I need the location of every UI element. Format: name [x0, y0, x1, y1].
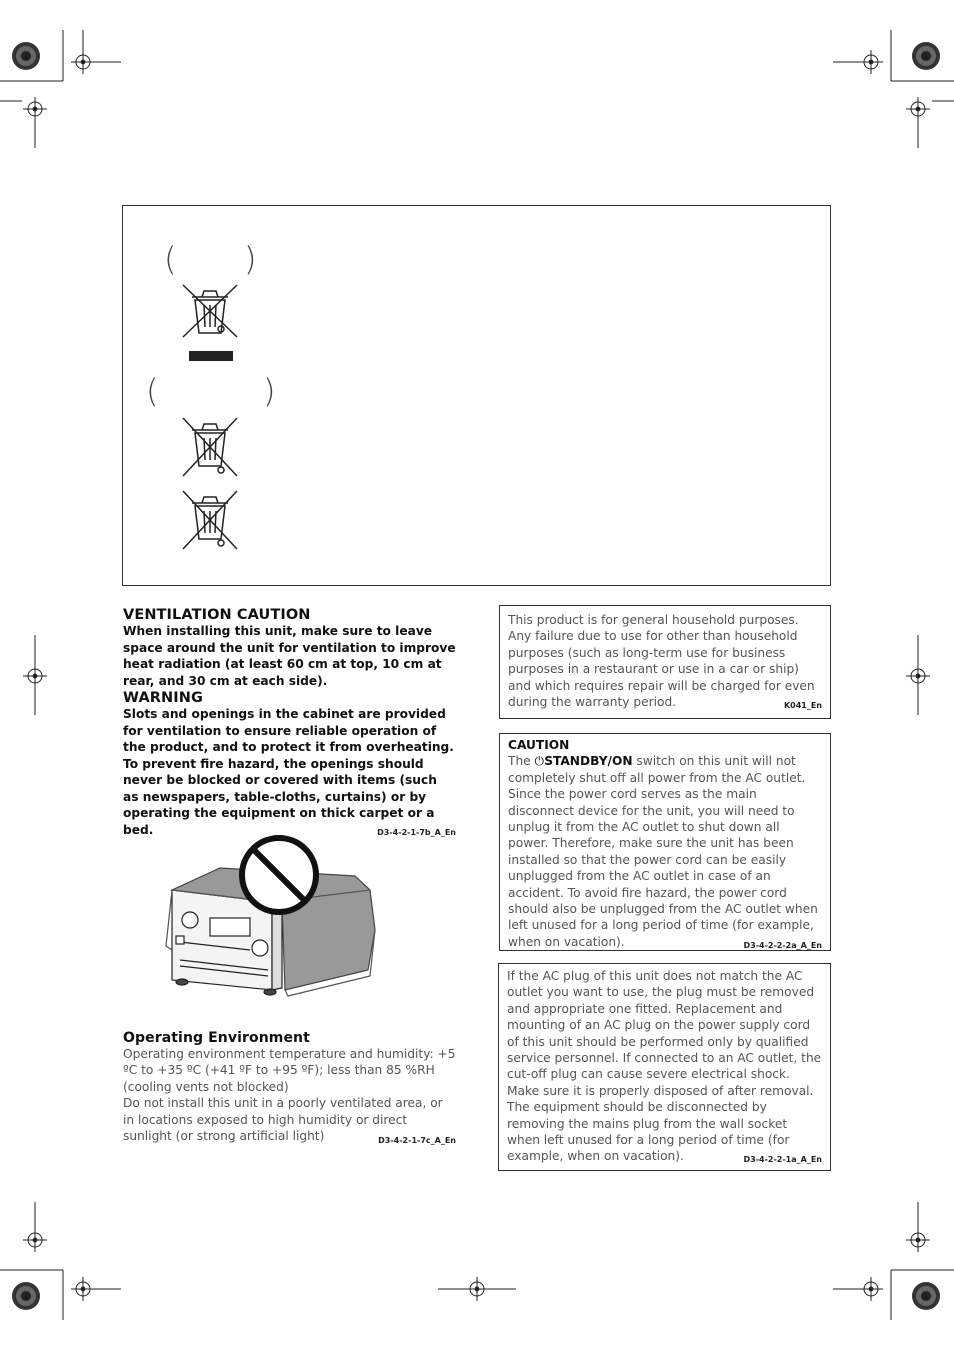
empty-parenthesis: ( — [164, 240, 177, 278]
ac-plug-body-2 — [507, 1099, 822, 1165]
caution-text: switch on this unit will not completely shut off all power from the AC outlet. Since the power cord serves as the main disconnect device for the unit, you will need to unplug it from the AC outlet to shut down all power. Therefore, make sure the unit has been installed so that the power cord can be easily unplugged from the AC outlet in case of an accident. To avoid fire hazard, the power cord should also be unplugged from the AC outlet when left unused for a long period of time (for example, when on vacation). — [508, 754, 818, 949]
crossed-out-wheeled-bin-icon — [178, 283, 242, 363]
registration-mark-icon — [859, 1277, 883, 1301]
registration-mark-icon — [906, 97, 930, 121]
warning-heading: WARNING — [123, 690, 203, 706]
empty-parenthesis: ) — [263, 372, 276, 410]
ac-plug-box — [498, 963, 831, 1171]
operating-heading: Operating Environment — [123, 1030, 310, 1046]
caution-heading: CAUTION — [508, 738, 570, 752]
doc-code: D3-4-2-2-1a_A_En — [743, 1155, 822, 1165]
ac-plug-body-1: If the AC plug of this unit does not match the AC outlet you want to use, the plug must be removed and appropriate one fitted. Replacement and mounting of an AC plug on the power supply cord of this unit should be performed only by qualified service personnel. If connected to an AC outlet, the cut-off plug can cause severe electrical shock. Make sure it is properly disposed of after removal. — [507, 969, 822, 1098]
caution-lead: The — [508, 754, 535, 769]
household-text: This product is for general household purposes. Any failure due to use for other than household purposes (such as long-term use for business purposes in a restaurant or use in a car or ship) and which requires repair will be charged for even during the warranty period. — [508, 613, 815, 710]
ventilation-section — [123, 607, 456, 841]
registration-mark-icon — [71, 1277, 95, 1301]
empty-parenthesis: ( — [146, 372, 159, 410]
registration-mark-icon — [906, 664, 930, 688]
caution-body — [508, 753, 822, 950]
empty-parenthesis: ) — [244, 240, 257, 278]
standby-label: STANDBY/ON — [544, 754, 633, 769]
color-target-icon — [912, 1282, 940, 1310]
registration-mark-icon — [23, 97, 47, 121]
operating-environment-section — [123, 1030, 456, 1149]
ventilation-heading: VENTILATION CAUTION — [123, 607, 311, 623]
doc-code: D3-4-2-1-7b_A_En — [377, 827, 456, 837]
registration-mark-icon — [23, 664, 47, 688]
color-target-icon — [12, 42, 40, 70]
registration-mark-icon — [23, 1228, 47, 1252]
registration-mark-icon — [465, 1277, 489, 1301]
ventilation-body: When installing this unit, make sure to leave space around the unit for ventilation to improve heat radiation (at least 60 cm at top, 10 cm at rear, and 30 cm at each side). — [123, 624, 456, 688]
registration-mark-icon — [71, 50, 95, 74]
household-use-box — [499, 605, 831, 719]
color-target-icon — [12, 1282, 40, 1310]
crossed-out-wheeled-bin-icon — [178, 416, 242, 478]
ac-plug-text: The equipment should be disconnected by removing the mains plug from the wall socket when left unused for a long period of time (for example, when on vacation). — [507, 1100, 790, 1164]
operating-text: Do not install this unit in a poorly ventilated area, or in locations exposed to high humidity or direct sunlight (or strong artificial light) — [123, 1096, 443, 1144]
registration-mark-icon — [906, 1228, 930, 1252]
covered-receiver-illustration — [160, 830, 382, 1000]
power-icon: ⏻ — [534, 754, 545, 769]
warning-body — [123, 706, 456, 838]
operating-body-2 — [123, 1095, 456, 1144]
prohibition-sign-icon — [242, 838, 316, 912]
doc-code: D3-4-2-2-2a_A_En — [743, 940, 822, 950]
doc-code: K041_En — [783, 701, 822, 711]
color-target-icon — [912, 42, 940, 70]
operating-body-1: Operating environment temperature and humidity: +5 ºC to +35 ºC (+41 ºF to +95 ºF); less than 85 %RH (cooling vents not blocked) — [123, 1047, 456, 1094]
registration-mark-icon — [859, 50, 883, 74]
crossed-out-wheeled-bin-icon — [178, 489, 242, 551]
caution-box — [499, 733, 831, 951]
doc-code: D3-4-2-1-7c_A_En — [378, 1136, 456, 1146]
warning-text: Slots and openings in the cabinet are provided for ventilation to ensure reliable operation of the product, and to protect it from overheating. To prevent fire hazard, the openings should never be blocked or covered with items (such as newspapers, table-cloths, curtains) or by operating the equipment on thick carpet or a bed. — [123, 707, 454, 837]
